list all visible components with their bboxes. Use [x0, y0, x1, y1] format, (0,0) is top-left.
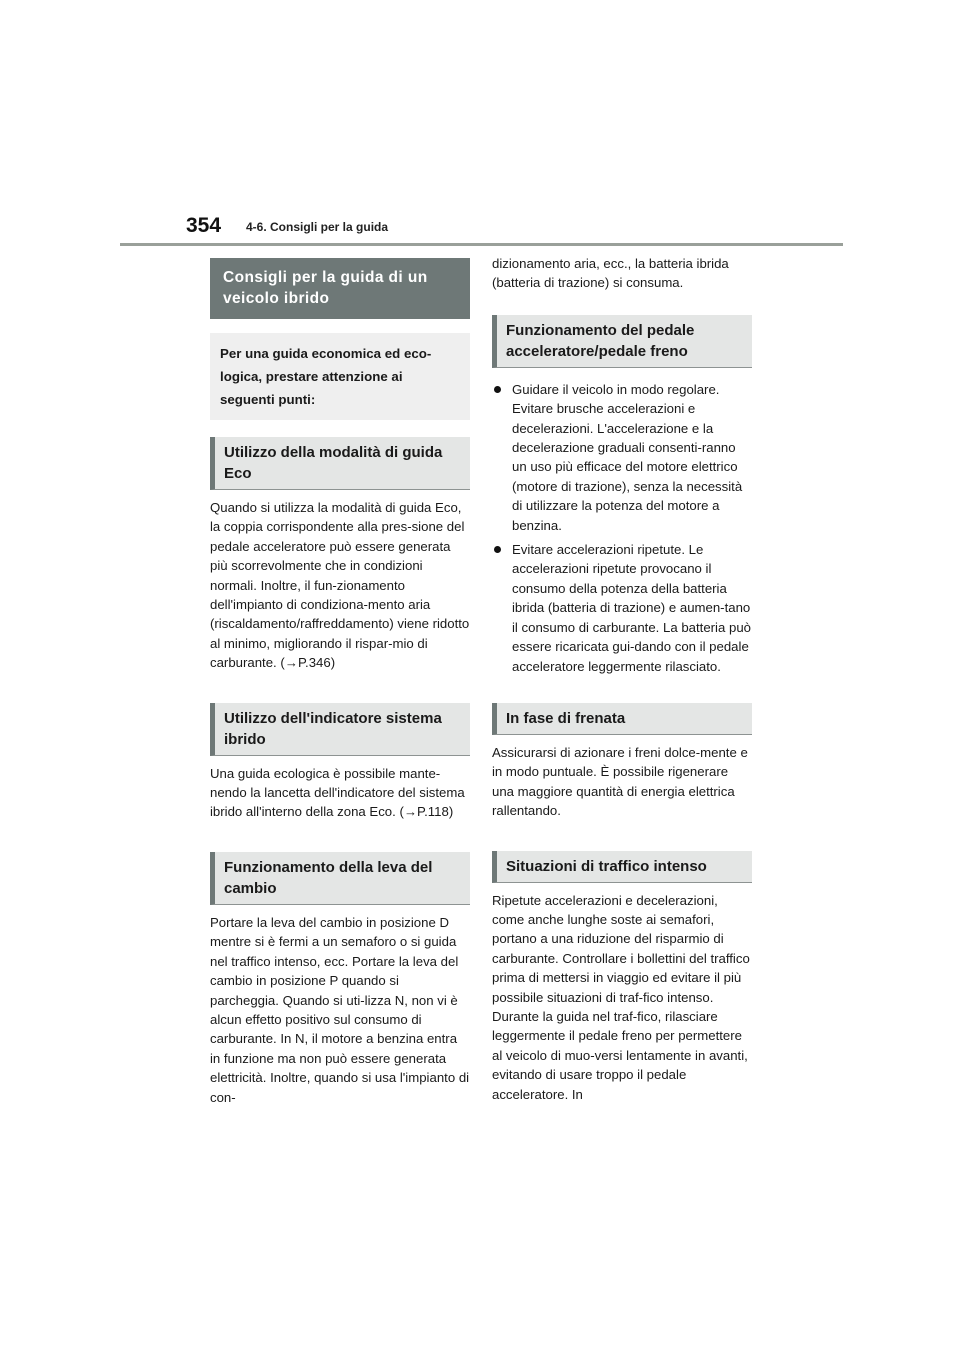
bullet-text: Guidare il veicolo in modo regolare. Evitare brusche accelerazioni e decelerazioni. L'accelerazione e la decelerazione graduali consenti-ranno un uso più efficace del motore elettrico (motore di trazione), senza la necessità di utilizzare la potenza del motore a benzina.: [512, 381, 743, 533]
bullet-icon: [494, 386, 501, 393]
pedal-heading: Funzionamento del pedale acceleratore/pedale freno: [492, 315, 752, 368]
hybrid-indicator-text: Una guida ecologica è possibile mante-nendo la lancetta dell'indicatore del sistema ibrido all'interno della zona Eco. (→P.118): [210, 765, 465, 820]
traffic-heading: Situazioni di traffico intenso: [492, 851, 752, 883]
section-label: 4-6. Consigli per la guida: [246, 220, 389, 234]
braking-heading: In fase di frenata: [492, 703, 752, 735]
header-rule: [120, 243, 843, 246]
eco-mode-text: Quando si utilizza la modalità di guida Eco, la coppia corrispondente alla pres-sione del pedale acceleratore può essere generata più scorrevolmente che in condizioni normali. Inoltre, il fun-zionamento dell'impianto di condiziona-mento aria (riscaldamento/raffreddamento) viene ridotto al minimo, migliorando il rispar-mio di carburante. (→P.346): [210, 500, 470, 671]
hybrid-indicator-heading: Utilizzo dell'indicatore sistema ibrido: [210, 703, 470, 756]
spacer: [492, 681, 752, 695]
right-column: [492, 254, 752, 1122]
bullet-text: Evitare accelerazioni ripetute. Le accelerazioni ripetute provocano il consumo della potenza della batteria ibrida (batteria di trazione) e aumen-tano il consumo di carburante. La batteria può essere ricaricata gui-dando con il pedale acceleratore leggermente rilasciato.: [512, 542, 751, 674]
main-heading: Consigli per la guida di un veicolo ibrido: [210, 258, 470, 319]
left-column: [210, 258, 470, 1125]
intro-box: Per una guida economica ed eco-logica, prestare attenzione ai seguenti punti:: [210, 333, 470, 420]
continuation-text: dizionamento aria, ecc., la batteria ibrida (batteria di trazione) si consuma.: [492, 256, 729, 291]
traffic-text: Ripetute accelerazioni e decelerazioni, come anche lunghe soste ai semafori, portano a una riduzione del risparmio di carburante. Controllare i bollettini del traffico prima di mettersi in viaggio ed evitare il più possibile situazioni di traf-fico intenso. Durante la guida nel traf-fico, rilasciare leggermente il pedale freno per permettere al veicolo di muo-versi lentamente in avanti, evitando di usare troppo il pedale acceleratore. In: [492, 892, 750, 1102]
eco-mode-heading: Utilizzo della modalità di guida Eco: [210, 437, 470, 490]
shift-lever-text: Portare la leva del cambio in posizione D mentre si è fermi a un semaforo o si guida nel traffico intenso, ecc. Portare la leva del cambio in posizione P quando si parcheggia. Quando si uti-lizza N, non vi è alcun effetto positivo sul consumo di carburante. In N, il motore a benzina entra in funzione ma non può essere generata elettricità. Inoltre, quando si usa l'impianto di con-: [210, 914, 470, 1105]
list-item: [492, 380, 752, 535]
braking-text: Assicurarsi di azionare i freni dolce-mente e in modo puntuale. È possibile rigenerare una maggiore quantità di energia elettrica rallentando.: [492, 744, 748, 819]
page-number: 354: [186, 214, 222, 237]
list-item: [492, 540, 752, 676]
shift-lever-heading: Funzionamento della leva del cambio: [210, 852, 470, 905]
bullet-icon: [494, 546, 501, 553]
